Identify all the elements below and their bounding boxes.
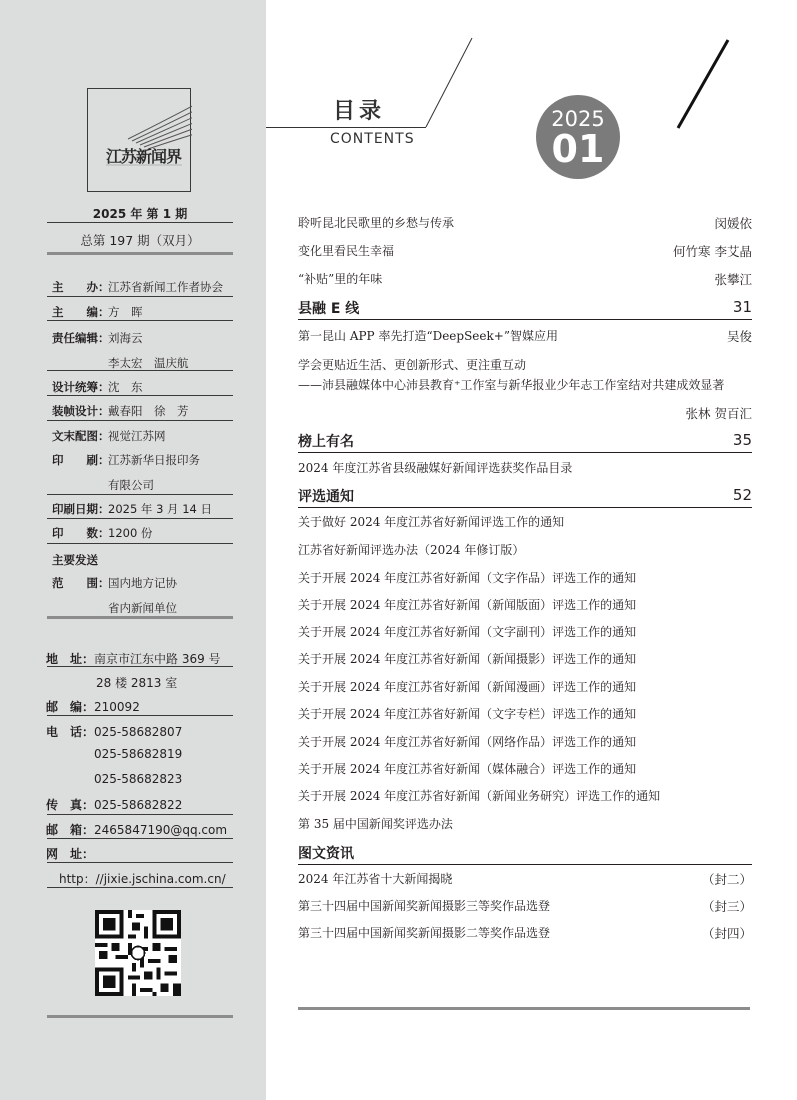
masthead-row	[52, 379, 143, 395]
masthead-value: 戴春阳 徐 芳	[108, 404, 189, 418]
divider	[47, 518, 233, 519]
contact-label: 传 真：	[46, 798, 95, 812]
section-title: 县融 E 线	[298, 301, 360, 317]
contact-label: 电 话：	[46, 725, 95, 739]
contents-subtitle: CONTENTS	[330, 131, 415, 147]
masthead-row	[52, 600, 177, 616]
contact-row	[46, 698, 140, 715]
masthead-row	[52, 355, 189, 371]
toc-entry-title: 关于开展 2024 年度江苏省好新闻（文字专栏）评选工作的通知	[298, 707, 637, 721]
toc-entry-title: 学会更贴近生活、更创新形式、更注重互动	[298, 358, 527, 372]
contact-row	[46, 650, 221, 667]
toc-entry-author: （封二）	[701, 872, 752, 887]
toc-entry-author: 张攀江	[714, 272, 752, 287]
qr-code-icon	[95, 910, 181, 996]
divider	[47, 320, 233, 321]
contact-value: 025-58682823	[94, 772, 183, 786]
divider	[47, 887, 233, 888]
toc-entry-title: 关于开展 2024 年度江苏省好新闻（新闻版面）评选工作的通知	[298, 598, 637, 612]
divider	[47, 814, 233, 815]
toc-entry-title: 2024 年度江苏省县级融媒好新闻评选获奖作品目录	[298, 461, 573, 475]
divider	[47, 494, 233, 495]
masthead-label: 范 围：	[52, 576, 110, 590]
toc-entry-title: 关于开展 2024 年度江苏省好新闻（媒体融合）评选工作的通知	[298, 762, 637, 776]
contact-row	[59, 870, 226, 887]
masthead-row	[52, 575, 177, 591]
toc-entry-title: 关于开展 2024 年度江苏省好新闻（文字副刊）评选工作的通知	[298, 625, 637, 639]
toc-entry-title: 关于开展 2024 年度江苏省好新闻（新闻摄影）评选工作的通知	[298, 652, 637, 666]
section-title: 图文资讯	[298, 846, 354, 862]
contact-label: 邮 箱：	[46, 823, 95, 837]
divider	[47, 1015, 233, 1018]
contact-value: 025-58682807	[94, 725, 183, 739]
toc-entry-author: 何竹寒 李艾晶	[673, 244, 752, 259]
divider	[47, 222, 233, 223]
logo-text: 江苏新闻界	[106, 147, 182, 166]
contact-value: 210092	[94, 700, 140, 714]
masthead-label: 印刷日期：	[52, 502, 110, 516]
toc-entry-title: 江苏省好新闻评选办法（2024 年修订版）	[298, 543, 525, 557]
masthead-value: 方 晖	[108, 305, 143, 319]
contact-row	[96, 674, 177, 691]
toc-entry-title: ——沛县融媒体中心沛县教育⁺工作室与新华报业少年志工作室结对共建成效显著	[298, 378, 725, 392]
masthead-value: 1200 份	[108, 526, 153, 540]
masthead-label: 印 刷：	[52, 453, 110, 467]
toc-section-header[interactable]	[298, 486, 752, 508]
masthead-value: 江苏省新闻工作者协会	[108, 280, 223, 294]
masthead-value: 视觉江苏网	[108, 429, 166, 443]
masthead-row	[52, 279, 223, 295]
masthead-label: 印 数：	[52, 526, 110, 540]
contact-row	[46, 796, 182, 813]
contact-value: 025-58682822	[94, 798, 183, 812]
contact-row	[94, 747, 182, 761]
masthead-row	[52, 477, 154, 493]
section-page: 35	[732, 431, 752, 449]
toc-entry-author: 吴俊	[726, 329, 752, 344]
masthead-value: 沈 东	[108, 380, 143, 394]
masthead-value: 有限公司	[108, 478, 154, 492]
masthead-label: 主 编：	[52, 305, 110, 319]
divider	[47, 838, 233, 839]
toc-entry-title: 第 35 届中国新闻奖评选办法	[298, 817, 453, 831]
masthead-row	[52, 501, 212, 517]
toc-entry-author: （封四）	[701, 926, 752, 941]
toc-entry-title: 关于开展 2024 年度江苏省好新闻（文字作品）评选工作的通知	[298, 571, 637, 585]
toc-entry-title: 第三十四届中国新闻奖新闻摄影二等奖作品选登	[298, 926, 551, 940]
contact-row	[46, 821, 227, 838]
divider	[47, 543, 233, 544]
masthead-label: 文末配图：	[52, 429, 110, 443]
masthead-label: 装帧设计：	[52, 404, 110, 418]
masthead-value: 国内地方记协	[108, 576, 177, 590]
header-rule	[266, 127, 426, 128]
masthead-row	[52, 304, 143, 320]
contact-value: 南京市江东中路 369 号	[94, 652, 221, 666]
website-link[interactable]: http：//jixie.jschina.com.cn/	[59, 872, 226, 886]
divider	[47, 715, 233, 716]
contact-row	[46, 845, 94, 862]
toc-entry-author: 闵媛依	[714, 216, 752, 231]
toc-entry-title: 2024 年江苏省十大新闻揭晓	[298, 872, 453, 886]
masthead-label: 设计统筹：	[52, 380, 110, 394]
divider	[47, 395, 233, 396]
contact-label: 邮 编：	[46, 700, 95, 714]
toc-entry-title: 第三十四届中国新闻奖新闻摄影三等奖作品选登	[298, 899, 551, 913]
masthead-label: 责任编辑：	[52, 331, 110, 345]
masthead-value: 李太宏 温庆航	[108, 356, 189, 370]
masthead-row	[52, 330, 143, 346]
divider	[47, 296, 233, 297]
section-page: 31	[732, 298, 752, 316]
magazine-logo	[87, 88, 191, 192]
contact-label: 网 址：	[46, 847, 95, 861]
contact-label: 地 址：	[46, 652, 95, 666]
issue-number: 2025 年 第 1 期	[92, 207, 188, 221]
toc-entry-title: 聆听昆北民歌里的乡愁与传承	[298, 216, 455, 230]
masthead-row	[52, 452, 200, 468]
contact-value: 2465847190@qq.com	[94, 823, 228, 837]
contact-value: 025-58682819	[94, 747, 183, 761]
toc-section-header[interactable]	[298, 431, 752, 453]
toc-entry-title: 变化里看民生幸福	[298, 244, 395, 258]
contents-title: 目录	[333, 99, 386, 124]
toc-entry-title: 关于开展 2024 年度江苏省好新闻（新闻业务研究）评选工作的通知	[298, 789, 661, 803]
toc-entry-title: 关于开展 2024 年度江苏省好新闻（网络作品）评选工作的通知	[298, 735, 637, 749]
logo-swoosh-icon	[88, 89, 192, 193]
toc-entry-title: 第一昆山 APP 率先打造“DeepSeek+”智媒应用	[298, 329, 558, 343]
masthead-label: 主 办：	[52, 280, 110, 294]
contact-value: 28 楼 2813 室	[96, 676, 178, 690]
masthead-value: 2025 年 3 月 14 日	[108, 502, 212, 516]
masthead-row	[52, 428, 166, 444]
toc-entry-title: “补贴”里的年味	[298, 272, 383, 286]
masthead-value: 省内新闻单位	[108, 601, 177, 615]
section-title: 评选通知	[298, 489, 354, 505]
divider	[47, 420, 233, 421]
contact-row	[46, 723, 182, 740]
section-title: 榜上有名	[298, 434, 354, 450]
issue-year: 2025	[551, 107, 605, 131]
contact-row	[94, 772, 182, 786]
divider	[47, 616, 233, 619]
masthead-row	[52, 403, 189, 419]
issue-total: 总第 197 期（双月）	[80, 233, 200, 248]
masthead-value: 江苏新华日报印务	[108, 453, 200, 467]
divider	[47, 862, 233, 863]
section-page: 52	[732, 486, 752, 504]
sidebar	[0, 0, 266, 1100]
issue-badge	[536, 95, 620, 179]
toc-entry-author: （封三）	[701, 899, 752, 914]
toc-entry-title: 关于开展 2024 年度江苏省好新闻（新闻漫画）评选工作的通知	[298, 680, 637, 694]
toc-entry-author: 张林 贺百汇	[685, 406, 752, 421]
toc-entry-title: 关于做好 2024 年度江苏省好新闻评选工作的通知	[298, 515, 565, 529]
masthead-value: 刘海云	[108, 331, 143, 345]
divider	[47, 252, 233, 255]
issue-number-badge: 01	[551, 127, 605, 171]
masthead-row	[52, 552, 108, 568]
toc-section-header[interactable]	[298, 843, 752, 865]
masthead-label: 主要发送	[52, 553, 98, 567]
bottom-rule	[298, 1007, 750, 1010]
masthead-row	[52, 525, 152, 541]
toc-section-header[interactable]	[298, 298, 752, 320]
